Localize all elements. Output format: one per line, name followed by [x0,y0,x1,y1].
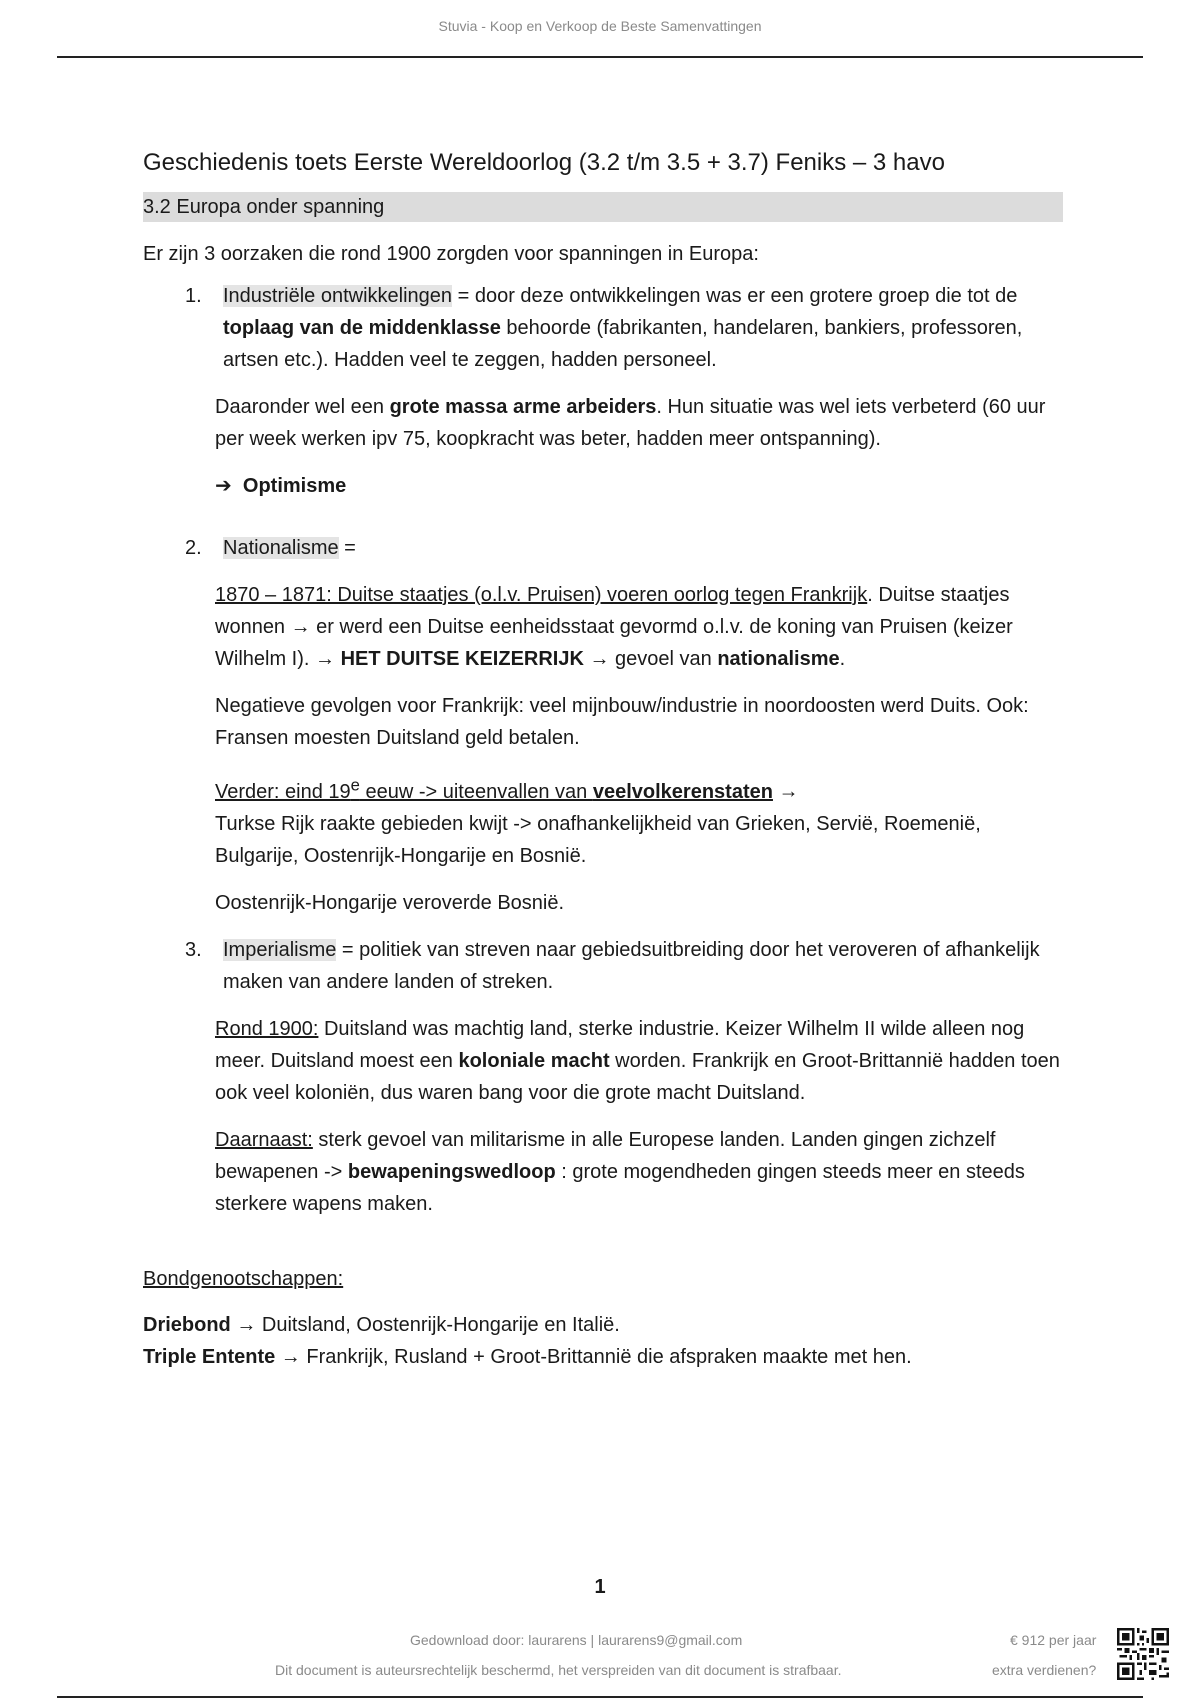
alliance-entente: Triple Entente → Frankrijk, Rusland + Groot-Brittannië die afspraken maakte met hen. [143,1345,912,1368]
sub-paragraph: Verder: eind 19e eeuw -> uiteenvallen van veelvolkerenstaten → Turkse Rijk raakte gebieden kwijt -> onafhankelijkheid van Grieken, Servië, Roemenië, Bulgarije, Oostenrijk-Hongarije en Bosnië. [215,775,981,867]
sub-paragraph: Rond 1900: Duitsland was machtig land, sterke industrie. Keizer Wilhelm II wilde alleen nog meer. Duitsland moest een koloniale macht worden. Frankrijk en Groot-Brittannië hadden toen ook veel koloniën, dus waren bang voor die grote macht Duitsland. [215,1017,1060,1104]
page-number: 1 [594,1576,606,1598]
bold-term: nationalisme [717,648,840,670]
arrow-icon: ➔ [215,475,232,497]
highlighted-term: Nationalisme [223,537,339,559]
list-item-nationalism [143,532,1063,564]
footer-divider [57,1696,1143,1698]
qr-code-icon[interactable] [1117,1628,1169,1680]
bold-term: HET DUITSE KEIZERRIJK [340,648,584,670]
footer-copyright: Dit document is auteursrechtelijk beschermd, het verspreiden van dit document is strafbaar. [275,1662,842,1678]
list-number: 2. [185,537,202,559]
sub-paragraph: Negatieve gevolgen voor Frankrijk: veel mijnbouw/industrie in noordoosten werd Duits. Ook: Fransen moesten Duitsland geld betalen. [215,695,1029,749]
sub-paragraph: Daaronder wel een grote massa arme arbeiders. Hun situatie was wel iets verbeterd (60 uur per week werken ipv 75, koopkracht was beter, hadden meer ontspanning). [215,396,1046,450]
bold-term: Triple Entente [143,1345,276,1368]
header-divider [57,56,1143,58]
bold-term: toplaag van de middenklasse [223,317,501,339]
bold-term: bewapeningswedloop [347,1160,556,1183]
sub-paragraph: 1870 – 1871: Duitse staatjes (o.l.v. Pruisen) voeren oorlog tegen Frankrijk. Duitse staatjes wonnen → er werd een Duitse eenheidsstaat gevormd o.l.v. de koning van Pruisen (keizer Wilhelm I). → HET DUITSE KEIZERRIJK → gevoel van nationalisme. [215,584,1013,670]
bold-term: Driebond [143,1313,231,1336]
footer-earn-link[interactable]: extra verdienen? [992,1662,1097,1678]
underlined-text: Verder: eind 19e eeuw -> uiteenvallen van veelvolkerenstaten [215,775,773,803]
sub-paragraph: Oostenrijk-Hongarije veroverde Bosnië. [215,891,565,914]
item-paragraph: Imperialisme = politiek van streven naar gebiedsuitbreiding door het veroveren of afhankelijk maken van andere landen of streken. [223,938,1040,993]
highlighted-term: Industriële ontwikkelingen [223,285,453,307]
bold-term: koloniale macht [458,1049,610,1072]
alliances-heading: Bondgenootschappen: [143,1267,344,1290]
page-header: Stuvia - Koop en Verkoop de Beste Samenvattingen [438,18,762,34]
underlined-text: Rond 1900: [215,1017,319,1040]
bold-term: veelvolkerenstaten [592,780,773,803]
bold-term: grote massa arme arbeiders [389,396,657,418]
highlighted-term: Imperialisme [223,938,337,961]
document-content [143,140,1063,1373]
alliance-driebond: Driebond → Duitsland, Oostenrijk-Hongarije en Italië. [143,1313,620,1336]
footer-downloaded-by: Gedownload door: laurarens | laurarens9@gmail.com [410,1632,743,1648]
intro-paragraph: Er zijn 3 oorzaken die rond 1900 zorgden voor spanningen in Europa: [143,243,759,265]
list-item-industrial [143,280,1063,376]
section-heading: 3.2 Europa onder spanning [143,192,1063,222]
document-title: Geschiedenis toets Eerste Wereldoorlog (3.2 t/m 3.5 + 3.7) Feniks – 3 havo [143,149,945,176]
spacer [143,1235,1063,1263]
footer-earn-amount[interactable]: € 912 per jaar [1010,1632,1097,1648]
conclusion-line [143,470,1063,502]
list-number: 1. [185,285,202,307]
underlined-text: Daarnaast: [215,1128,313,1151]
list-item-imperialism [143,934,1063,998]
list-number: 3. [185,938,202,961]
conclusion-text: Optimisme [242,475,347,497]
item-paragraph: Industriële ontwikkelingen = door deze ontwikkelingen was er een grotere groep die tot de toplaag van de middenklasse behoorde (fabrikanten, handelaren, bankiers, professoren, artsen etc.). Hadden veel te zeggen, hadden personeel. [223,285,1023,371]
underlined-text: 1870 – 1871: Duitse staatjes (o.l.v. Pruisen) voeren oorlog tegen Frankrijk [215,584,868,606]
sub-paragraph: Daarnaast: sterk gevoel van militarisme in alle Europese landen. Landen gingen zichzelf bewapenen -> bewapeningswedloop : grote mogendheden gingen steeds meer en steeds sterkere wapens maken. [215,1128,1025,1215]
item-paragraph: Nationalisme = [223,537,356,559]
